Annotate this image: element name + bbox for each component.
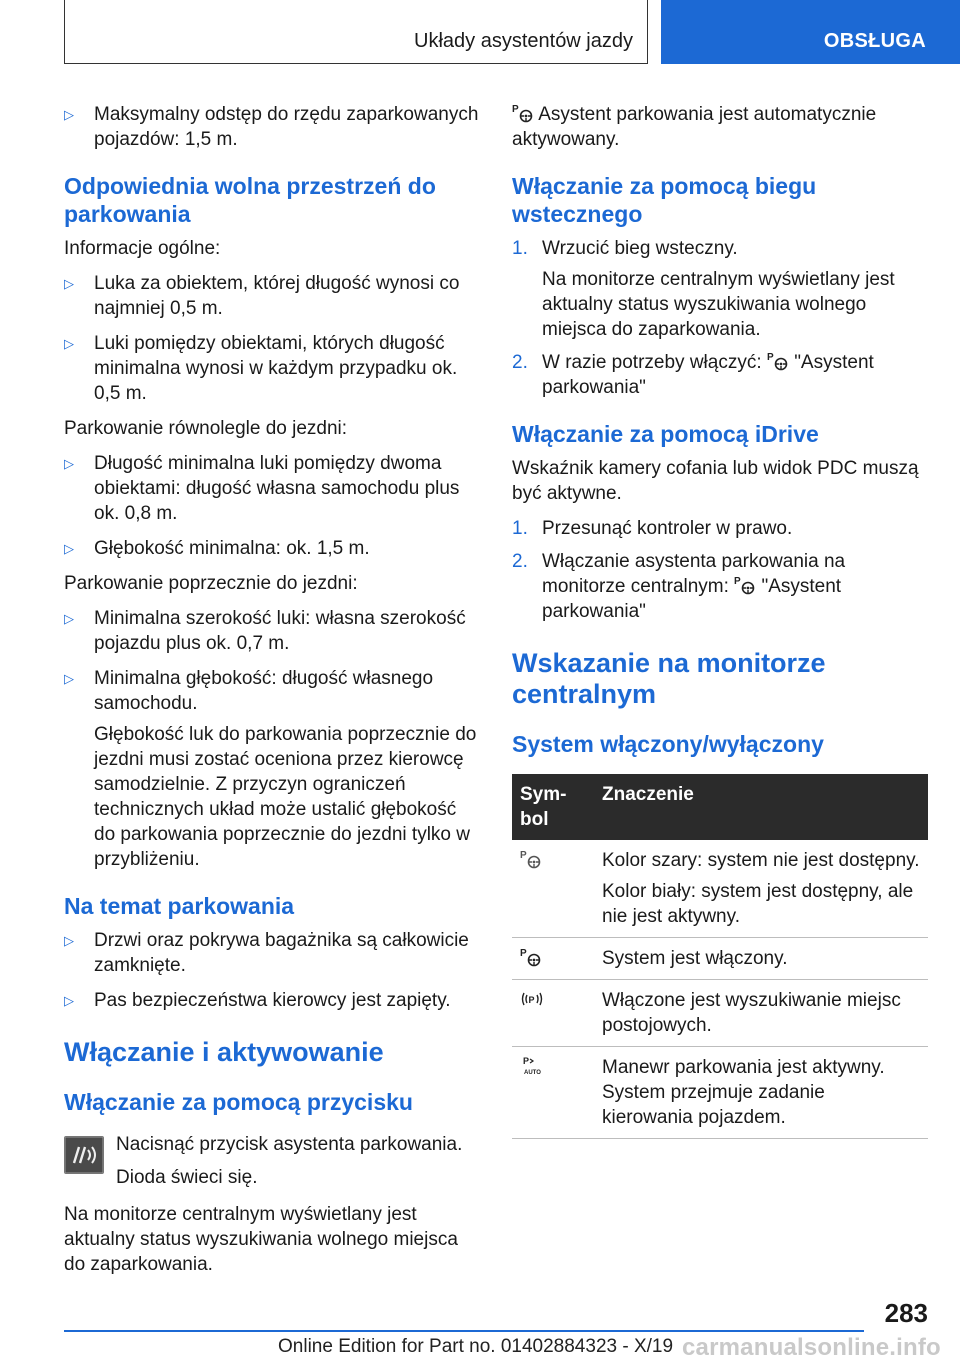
auto-activation-text: P Asystent parkowania jest automatycznie aktywowany.: [512, 104, 877, 150]
list-item-note: Głębokość luk do parkowania poprzecznie do jezdni musi zostać oceniona przez kierowcę samodzielnie. Z przyczyn ograniczeń technicznych układ może ustalić głębokość do parkowania poprzecznie do jezdni tylko w przybliżeniu.: [94, 724, 477, 870]
header-section-box: [64, 0, 648, 64]
chapter-tab-label: OBSŁUGA: [823, 30, 926, 52]
list-item: 2. W razie potrzeby włączyć: P "Asystent parkowania": [512, 352, 874, 398]
section-title: Układy asystentów jazdy: [414, 30, 633, 52]
column-header-meaning: Znaczenie: [594, 774, 928, 840]
heading-idrive: Włączanie za pomocą iDrive: [512, 421, 819, 447]
heading-activate-button: Włączanie za pomocą przycisku: [64, 1089, 413, 1115]
heading-activation: Włączanie i aktywowanie: [64, 1037, 384, 1067]
list-item: ▷ Pas bezpieczeństwa kierowcy jest zapięty.: [64, 988, 480, 1013]
table-row: P System jest włączony.: [512, 938, 928, 980]
column-header-symbol: Symbol: [512, 774, 594, 840]
heading-about-parking: Na temat parkowania: [64, 893, 295, 919]
button-instruction: Nacisnąć przycisk asystenta parkowania. Dioda świeci się.: [64, 1132, 480, 1190]
heading-central-display: Wskazanie na monitorze centralnym: [512, 648, 826, 709]
svg-text:P: P: [520, 948, 527, 959]
list-item: ▷ Długość minimalna luki pomiędzy dwoma obiektami: długość własna samochodu plus ok. 0,8 m.: [64, 451, 480, 526]
edition-text: Online Edition for Part no. 01402884323 - X/19: [278, 1336, 674, 1357]
list-item-note: Na monitorze centralnym wyświetlany jest aktualny status wyszukiwania wolnego miejsca do zaparkowania.: [542, 269, 895, 340]
table-row: P AUTO Manewr parkowania jest aktywny. System przejmuje zadanie kierowania pojazdem.: [512, 1047, 928, 1139]
table-header-row: [512, 774, 928, 840]
list-item: ▷ Luki pomiędzy obiektami, których długość minimalna wynosi w każdym przypadku ok. 0,5 m.: [64, 331, 480, 406]
parking-space-search-icon: [520, 989, 542, 1009]
chapter-tab: [661, 0, 960, 64]
park-assist-button-icon: [64, 1136, 104, 1174]
park-assist-icon: [767, 351, 789, 371]
park-assist-auto-icon: [520, 1055, 542, 1075]
general-info-label: Informacje ogólne:: [64, 238, 221, 259]
svg-text:P: P: [766, 352, 774, 363]
park-assist-icon: [512, 103, 534, 123]
list-item: 1. Wrzucić bieg wsteczny. Na monitorze centralnym wyświetlany jest aktualny status wyszukiwania wolnego miejsca do zaparkowania.: [512, 236, 928, 342]
table-row: P Włączone jest wyszukiwanie miejsc postojowych.: [512, 980, 928, 1047]
svg-text:P: P: [512, 104, 519, 115]
svg-text:P: P: [520, 850, 527, 861]
parallel-parking-label: Parkowanie równolegle do jezdni:: [64, 418, 348, 439]
svg-text:P: P: [528, 995, 535, 1005]
list-item: 2. Włączanie asystenta parkowania na monitorze centralnym: P "Asystent parkowania": [512, 551, 846, 622]
symbol-table: [512, 774, 928, 1139]
page-number: 283: [884, 1298, 928, 1328]
button-result-text: Na monitorze centralnym wyświetlany jest aktualny status wyszukiwania wolnego miejsca do zaparkowania.: [64, 1204, 458, 1275]
perpendicular-parking-label: Parkowanie poprzecznie do jezdni:: [64, 573, 358, 594]
list-item: 1. Przesunąć kontroler w prawo.: [512, 518, 793, 539]
footer-divider: [64, 1330, 864, 1332]
idrive-precondition: Wskaźnik kamery cofania lub widok PDC muszą być aktywne.: [512, 458, 919, 504]
list-item: ▷ Luka za obiektem, której długość wynosi co najmniej 0,5 m.: [64, 271, 480, 321]
park-assist-gray-icon: [520, 849, 542, 869]
svg-text:P: P: [523, 1056, 530, 1066]
park-assist-icon: [734, 575, 756, 595]
heading-reverse-gear: Włączanie za pomocą biegu wstecznego: [512, 173, 817, 227]
svg-text:AUTO: AUTO: [524, 1070, 541, 1076]
list-item: ▷ Minimalna głębokość: długość własnego samochodu. Głębokość luk do parkowania poprzecznie do jezdni musi zostać oceniona przez kierowcę samodzielnie. Z przyczyn ograniczeń technicznych układ może ustalić głębokość do parkowania poprzecznie do jezdni tylko w przybliżeniu.: [64, 666, 480, 872]
right-column: [512, 102, 928, 1139]
heading-parking-space: Odpowiednia wolna przestrzeń do parkowania: [64, 173, 436, 227]
svg-text:P: P: [734, 576, 741, 587]
left-column: [64, 102, 480, 1287]
list-item: ▷ Drzwi oraz pokrywa bagażnika są całkowicie zamknięte.: [64, 928, 480, 978]
watermark-text: carmanualsonline.info: [682, 1334, 941, 1361]
list-item: ▷ Maksymalny odstęp do rzędu zaparkowanych pojazdów: 1,5 m.: [64, 102, 480, 152]
list-item: ▷ Głębokość minimalna: ok. 1,5 m.: [64, 536, 480, 561]
park-assist-active-icon: [520, 947, 542, 967]
table-row: P Kolor szary: system nie jest dostępny. Kolor biały: system jest dostępny, ale nie jest aktywny.: [512, 840, 928, 938]
list-item: ▷ Minimalna szerokość luki: własna szerokość pojazdu plus ok. 0,7 m.: [64, 606, 480, 656]
heading-system-on-off: System włączony/wyłączony: [512, 731, 824, 757]
